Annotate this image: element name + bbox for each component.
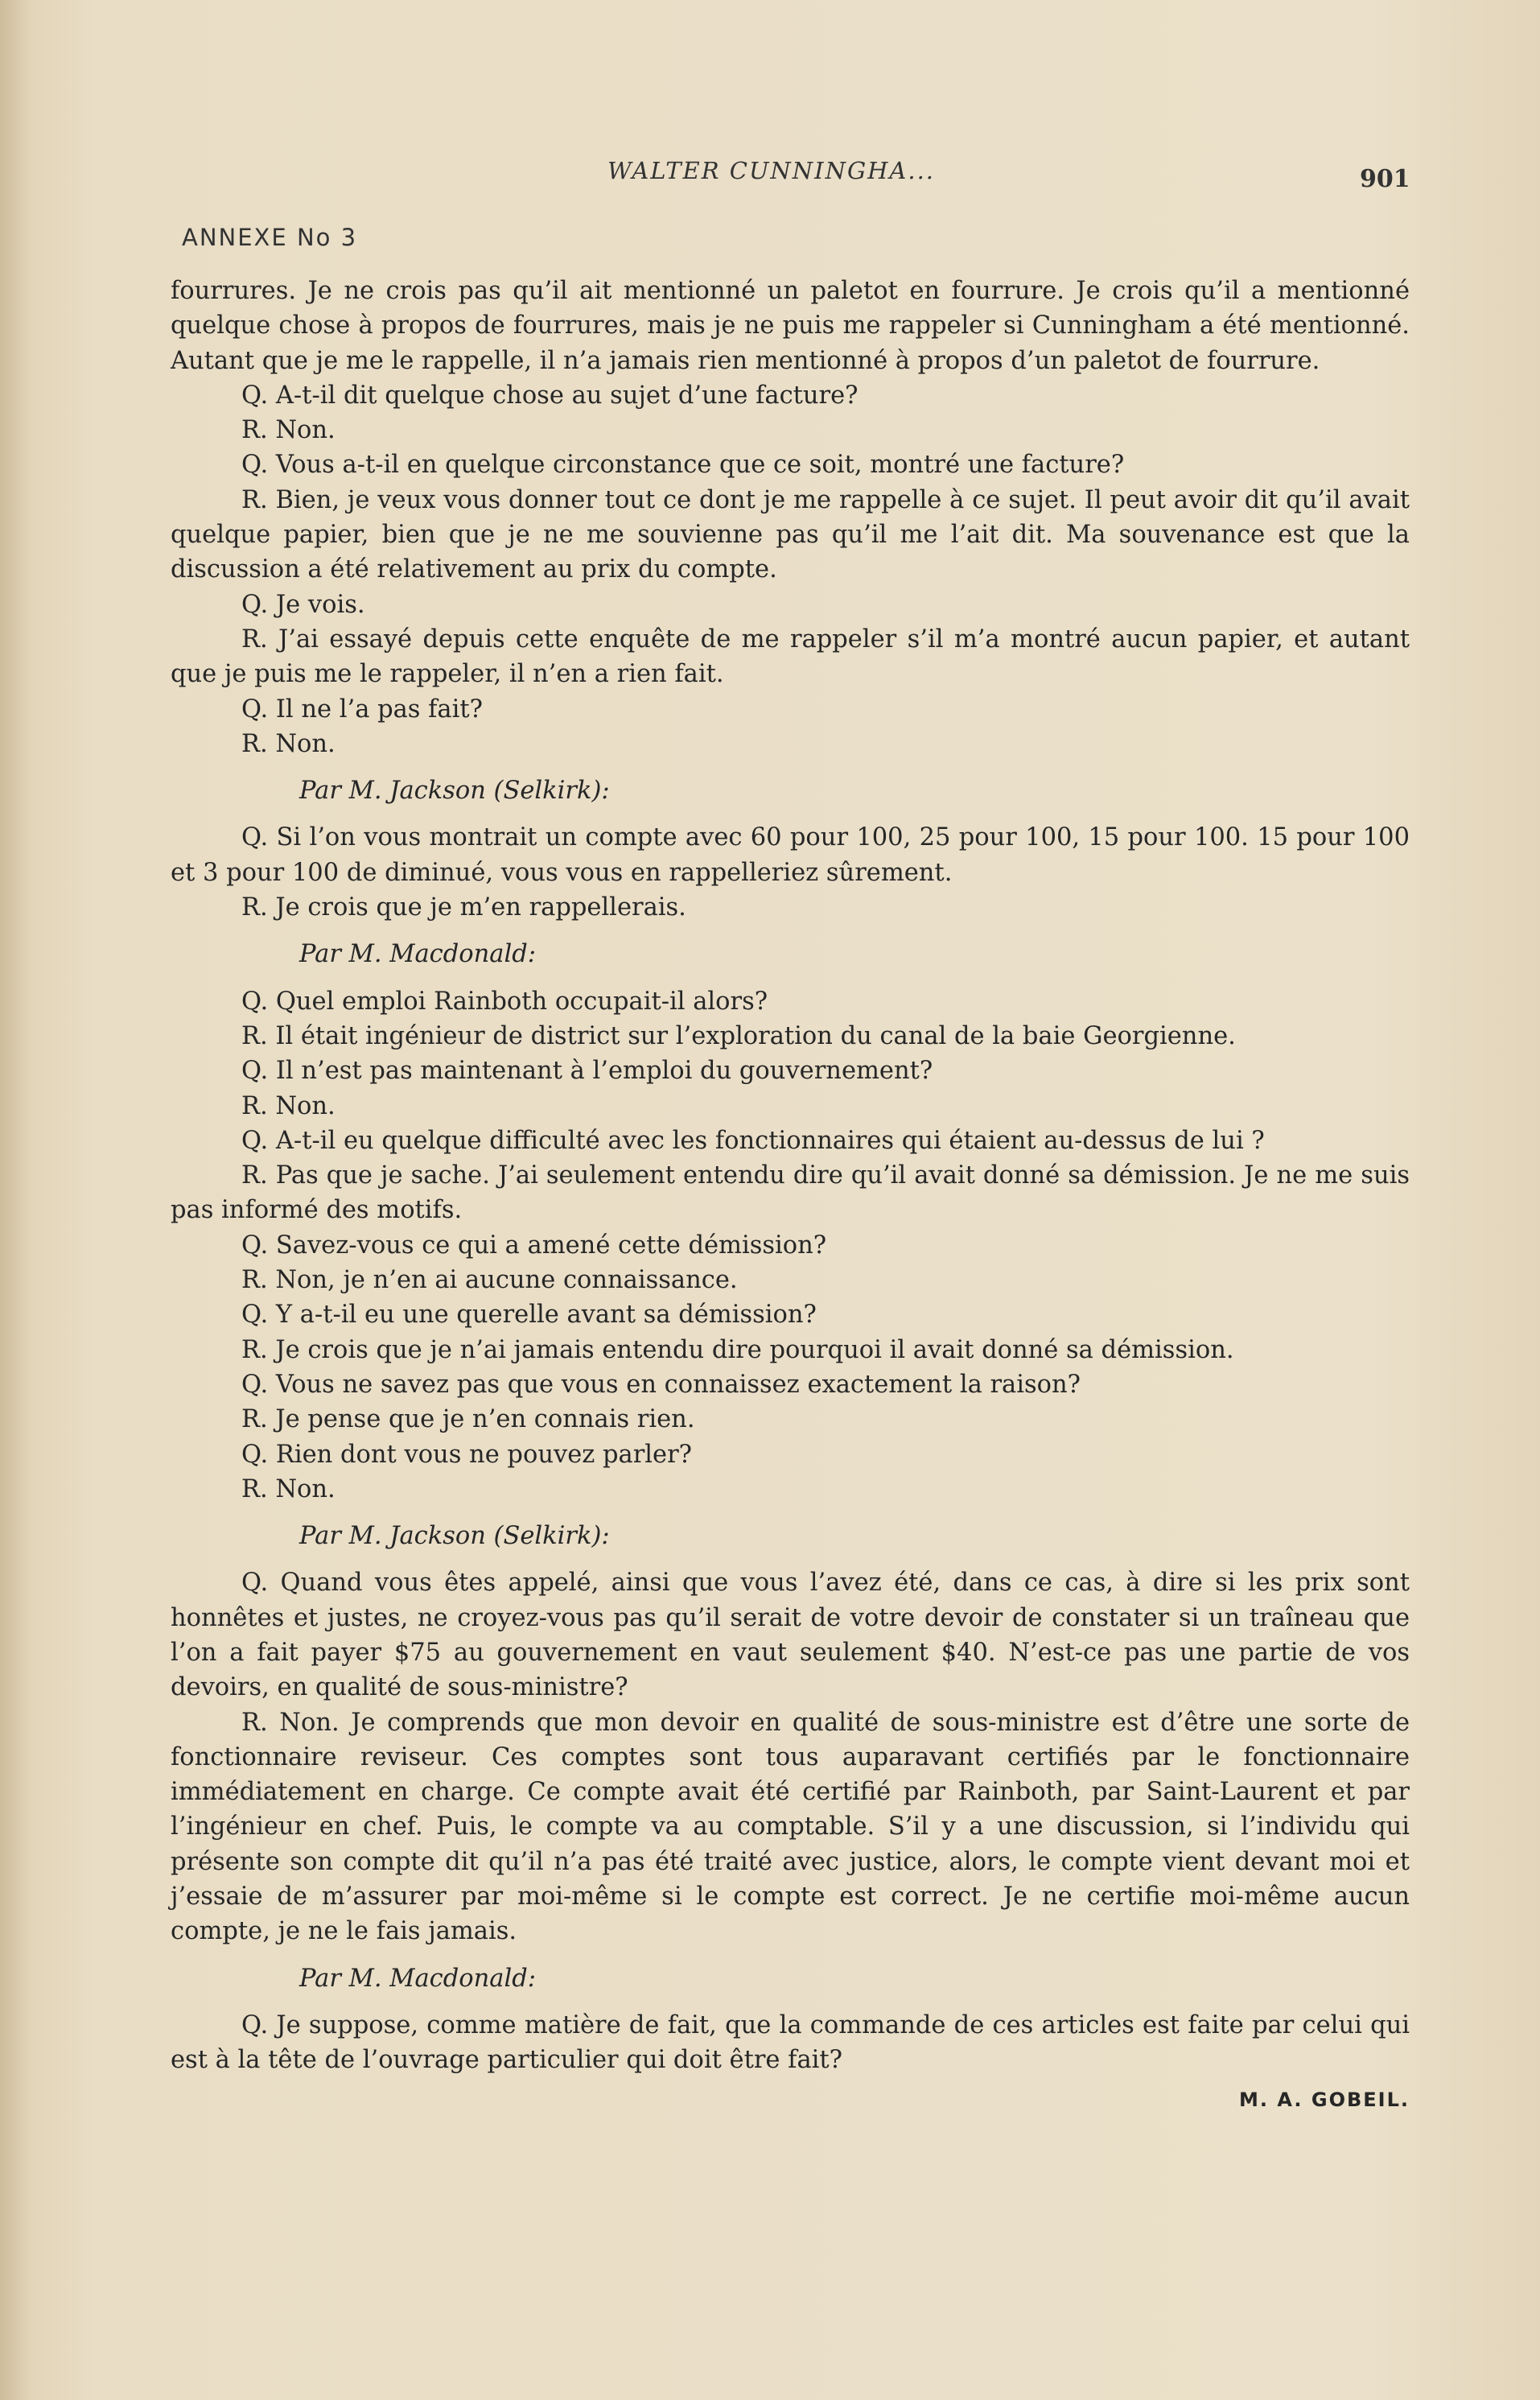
paragraph: Q. A-t-il dit quelque chose au sujet d’une facture?: [241, 381, 859, 410]
body-text: [171, 274, 1410, 2118]
paragraph: R. Bien, je veux vous donner tout ce dont je me rappelle à ce sujet. Il peut avoir dit qu’il avait quelque papier, bien que je ne me souvienne pas qu’il me l’ait dit. Ma souvenance est que la discussion a été relativement au prix du compte.: [171, 485, 1410, 584]
speaker-heading: Par M. Jackson (Selkirk):: [299, 1522, 610, 1551]
paragraph: Q. Il ne l’a pas fait?: [241, 695, 483, 724]
paragraph: R. Non. Je comprends que mon devoir en qualité de sous-ministre est d’être une sorte de fonctionnaire reviseur. Ces comptes sont tous auparavant certifiés par le fonctionnaire immédiatement en charge. Ce compte avait été certifié par Rainboth, par Saint-Laurent et par l’ingénieur en chef. Puis, le compte va au comptable. S’il y a une discussion, si l’individu qui présente son compte dit qu’il n’a pas été traité avec justice, alors, le compte vient devant moi et j’essaie de m’assurer par moi-même si le compte est correct. Je ne certifie moi-même aucun compte, je ne le fais jamais.: [171, 1708, 1410, 1946]
paragraph: fourrures. Je ne crois pas qu’il ait mentionné un paletot en fourrure. Je crois qu’il a mentionné quelque chose à propos de fourrures, mais je ne puis me rappeler si Cunningham a été mentionné. Autant que je me le rappelle, il n’a jamais rien mentionné à propos d’un paletot de fourrure.: [171, 277, 1410, 375]
paragraph: R. Il était ingénieur de district sur l’exploration du canal de la baie Georgienne.: [241, 1021, 1236, 1050]
paragraph: R. Non.: [241, 1091, 336, 1120]
paragraph: Q. Quel emploi Rainboth occupait-il alors?: [241, 987, 768, 1016]
paragraph: Q. Y a-t-il eu une querelle avant sa démission?: [241, 1301, 817, 1330]
annex-label: ANNEXE No 3: [182, 224, 358, 251]
paragraph: R. Non.: [241, 1474, 336, 1503]
paragraph: R. Non.: [241, 729, 336, 758]
paragraph: Q. Rien dont vous ne pouvez parler?: [241, 1440, 693, 1469]
paragraph: R. Non, je n’en ai aucune connaissance.: [241, 1266, 738, 1295]
page-header: [0, 157, 1540, 205]
paragraph: Q. Je suppose, comme matière de fait, que la commande de ces articles est faite par celui qui est à la tête de l’ouvrage particulier qui doit être fait?: [171, 2010, 1410, 2075]
running-title: WALTER CUNNINGHA...: [607, 157, 936, 184]
paragraph: Q. Vous ne savez pas que vous en connaissez exactement la raison?: [241, 1370, 1081, 1399]
paragraph: Q. Quand vous êtes appelé, ainsi que vous l’avez été, dans ce cas, à dire si les prix sont honnêtes et justes, ne croyez-vous pas qu’il serait de votre devoir de constater si un traîneau que l’on a fait payer $75 au gouvernement en vaut seulement $40. N’est-ce pas une partie de vos devoirs, en qualité de sous-ministre?: [171, 1569, 1410, 1702]
paragraph: R. Je crois que je n’ai jamais entendu dire pourquoi il avait donné sa démission.: [241, 1335, 1234, 1364]
speaker-heading: Par M. Macdonald:: [299, 1964, 536, 1993]
speaker-heading: Par M. Macdonald:: [299, 940, 536, 969]
paragraph: R. Je crois que je m’en rappellerais.: [241, 893, 686, 922]
paragraph: Q. A-t-il eu quelque difficulté avec les fonctionnaires qui étaient au-dessus de lui ?: [241, 1126, 1265, 1155]
signature: M. A. GOBEIL.: [1239, 2088, 1410, 2111]
speaker-heading: Par M. Jackson (Selkirk):: [299, 777, 610, 806]
paragraph: Q. Il n’est pas maintenant à l’emploi du gouvernement?: [241, 1057, 933, 1086]
paragraph: Q. Je vois.: [241, 590, 365, 619]
paragraph: R. Non.: [241, 416, 336, 445]
paragraph: Q. Vous a-t-il en quelque circonstance que ce soit, montré une facture?: [241, 451, 1125, 480]
paragraph: R. Pas que je sache. J’ai seulement entendu dire qu’il avait donné sa démission. Je ne me suis pas informé des motifs.: [171, 1161, 1410, 1225]
page-number: 901: [1360, 165, 1410, 193]
paragraph: R. Je pense que je n’en connais rien.: [241, 1405, 695, 1434]
paragraph: Q. Si l’on vous montrait un compte avec 60 pour 100, 25 pour 100, 15 pour 100. 15 pour 100 et 3 pour 100 de diminué, vous vous en rappelleriez sûrement.: [171, 823, 1410, 887]
paragraph: R. J’ai essayé depuis cette enquête de me rappeler s’il m’a montré aucun papier, et autant que je puis me le rappeler, il n’en a rien fait.: [171, 625, 1410, 689]
paragraph: Q. Savez-vous ce qui a amené cette démission?: [241, 1231, 827, 1260]
